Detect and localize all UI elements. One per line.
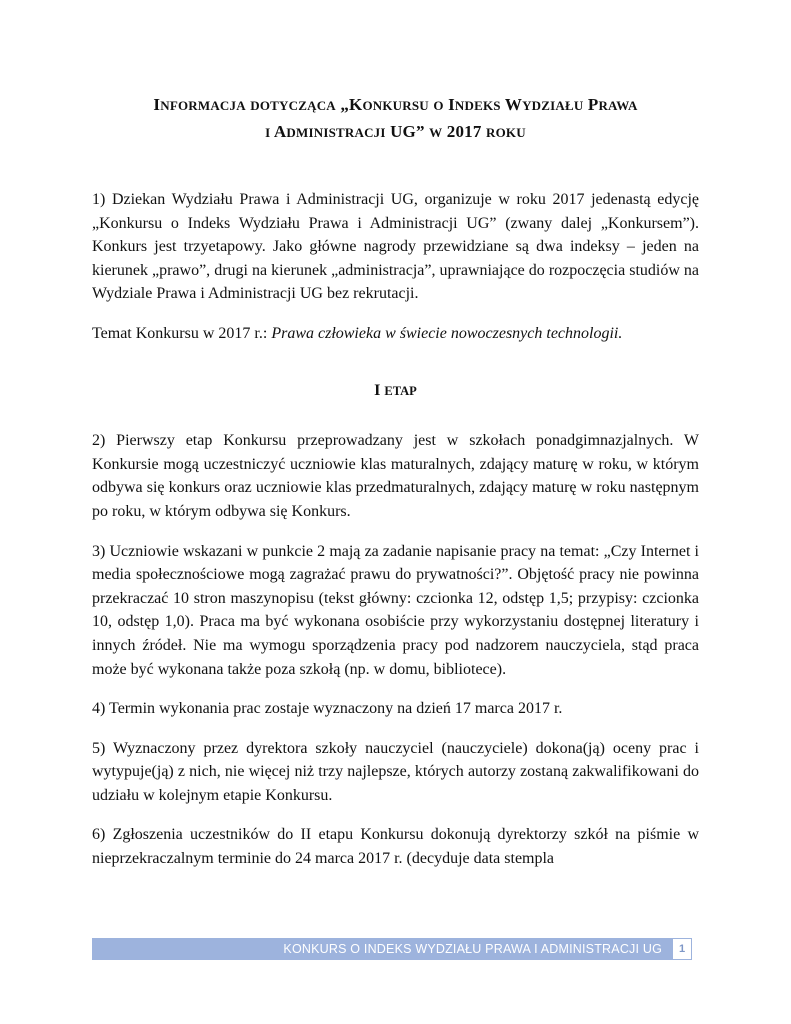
theme-label: Temat Konkursu w 2017 r.: [92, 324, 272, 342]
paragraph-1: 1) Dziekan Wydziału Prawa i Administracji UG, organizuje w roku 2017 jedenastą edycję „Konkursu o Indeks Wydziału Prawa i Administracji UG” (zwany dalej „Konkursem”). Konkurs jest trzyetapowy. Jako główne nagrody przewidziane są dwa indeksy – jeden na kierunek „prawo”, drugi na kierunek „administracja”, uprawniające do rozpoczęcia studiów na Wydziale Prawa i Administracji UG bez rekrutacji. [92, 191, 699, 303]
footer-text: KONKURS O INDEKS WYDZIAŁU PRAWA I ADMINISTRACJI UG [283, 942, 662, 956]
paragraph-3: 3) Uczniowie wskazani w punkcie 2 mają za zadanie napisanie pracy na temat: „Czy Internet i media społecznościowe mogą zagrażać prawu do prywatności?”. Objętość pracy nie powinna przekraczać 10 stron maszynopisu (tekst główny: czcionka 12, odstęp 1,5; przypisy: czcionka 10, odstęp 1,0). Praca ma być wykonana osobiście przy wykorzystaniu dostępnej literatury i innych źródeł. Nie ma wymogu sporządzenia pracy pod nadzorem nauczyciela, stąd praca może być wykonana także poza szkołą (np. w domu, bibliotece). [92, 542, 699, 678]
page-footer [92, 938, 692, 960]
title-line-1 [92, 92, 699, 119]
section-heading-stage-1 [92, 379, 699, 404]
document-title [92, 92, 699, 146]
section-heading-text: I ETAP [374, 381, 417, 399]
page-number: 1 [672, 938, 692, 960]
paragraph-6: 6) Zgłoszenia uczestników do II etapu Konkursu dokonują dyrektorzy szkół na piśmie w nieprzekraczalnym terminie do 24 marca 2017 r. (decyduje data stempla [92, 826, 699, 868]
paragraph-5: 5) Wyznaczony przez dyrektora szkoły nauczyciel (nauczyciele) dokona(ją) oceny prac i wytypuje(ją) z nich, nie więcej niż trzy najlepsze, których autorzy zostaną zakwalifikowani do udziału w kolejnym etapie Konkursu. [92, 739, 699, 804]
title-line-2-text: I ADMINISTRACJI UG” W 2017 ROKU [265, 122, 526, 141]
contest-theme [92, 322, 699, 346]
paragraph-2: 2) Pierwszy etap Konkursu przeprowadzany jest w szkołach ponadgimnazjalnych. W Konkursie mogą uczestniczyć uczniowie klas maturalnych, zdający maturę w roku, w którym odbywa się konkurs oraz uczniowie klas przedmaturalnych, zdający maturę w roku następnym po roku, w którym odbywa się Konkurs. [92, 432, 699, 520]
title-line-1-text: INFORMACJA DOTYCZĄCA „KONKURSU O INDEKS WYDZIAŁU PRAWA [153, 95, 638, 114]
theme-value: Prawa człowieka w świecie nowoczesnych technologii. [271, 324, 623, 342]
document-body [92, 188, 699, 887]
paragraph-4: 4) Termin wykonania prac zostaje wyznaczony na dzień 17 marca 2017 r. [92, 700, 563, 718]
title-line-2 [92, 119, 699, 146]
